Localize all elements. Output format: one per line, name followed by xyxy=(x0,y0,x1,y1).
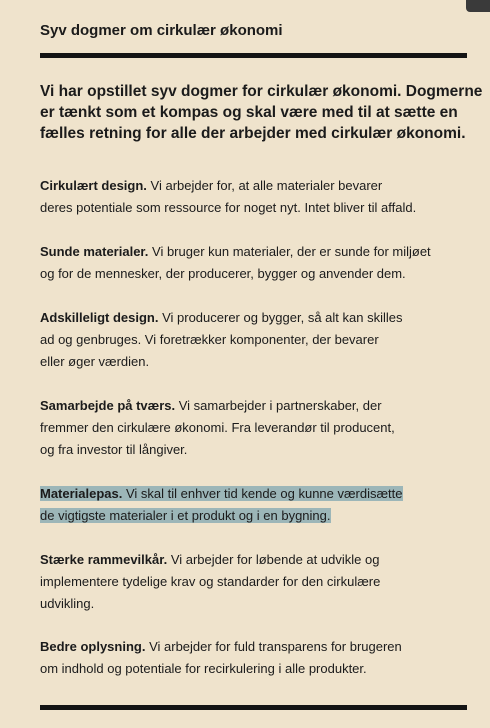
dogma-cirkulaert-design xyxy=(40,175,467,219)
dogma-text: ad og genbruges. Vi foretrækker komponenter, der bevarer xyxy=(40,332,379,347)
dogma-text: de vigtigste materialer i et produkt og i en bygning. xyxy=(40,508,331,523)
dogma-heading: Stærke rammevilkår. xyxy=(40,552,168,567)
dogma-heading: Materialepas. xyxy=(40,486,123,501)
dogma-text: Vi arbejder for, at alle materialer bevarer xyxy=(146,178,383,193)
intro-line: fælles retning for alle der arbejder med cirkulær økonomi. xyxy=(40,125,466,142)
dogma-staerke-rammevilkaar xyxy=(40,549,467,615)
selection-highlight xyxy=(40,486,403,501)
dogma-text: Vi skal til enhver tid kende og kunne værdisætte xyxy=(122,486,403,501)
article-title: Syv dogmer om cirkulær økonomi xyxy=(40,22,283,39)
dogma-text: Vi bruger kun materialer, der er sunde for miljøet xyxy=(148,244,431,259)
dogma-materialepas xyxy=(40,483,467,527)
dogma-heading: Bedre oplysning. xyxy=(40,639,146,654)
dogma-text: implementere tydelige krav og standarder for den cirkulære xyxy=(40,574,381,589)
dogma-text: Vi arbejder for løbende at udvikle og xyxy=(167,552,380,567)
window-corner-tab xyxy=(466,0,490,12)
dogma-text: udvikling. xyxy=(40,596,95,611)
dogma-text: eller øger værdien. xyxy=(40,354,150,369)
intro-line: er tænkt som et kompas og skal være med til at sætte en xyxy=(40,104,458,121)
dogma-adskilleligt-design xyxy=(40,307,467,373)
dogma-heading: Cirkulært design. xyxy=(40,178,147,193)
dogma-text: fremmer den cirkulære økonomi. Fra leverandør til producent, xyxy=(40,420,395,435)
dogma-text: Vi arbejder for fuld transparens for brugeren xyxy=(145,639,402,654)
dogma-text: og for de mennesker, der producerer, bygger og anvender dem. xyxy=(40,266,406,281)
dogma-text: Vi producerer og bygger, så alt kan skilles xyxy=(158,310,403,325)
top-divider xyxy=(40,53,467,58)
dogma-text: Vi samarbejder i partnerskaber, der xyxy=(175,398,382,413)
intro-paragraph xyxy=(40,81,483,144)
dogma-bedre-oplysning xyxy=(40,636,467,680)
intro-line: Vi har opstillet syv dogmer for cirkulær økonomi. Dogmerne xyxy=(40,83,483,100)
dogma-heading: Samarbejde på tværs. xyxy=(40,398,176,413)
dogma-text: om indhold og potentiale for recirkulering i alle produkter. xyxy=(40,661,367,676)
dogma-heading: Adskilleligt design. xyxy=(40,310,159,325)
dogma-heading: Sunde materialer. xyxy=(40,244,149,259)
dogma-sunde-materialer xyxy=(40,241,467,285)
dogma-samarbejde xyxy=(40,395,467,461)
dogma-text: deres potentiale som ressource for noget nyt. Intet bliver til affald. xyxy=(40,200,417,215)
dogma-text: og fra investor til långiver. xyxy=(40,442,188,457)
bottom-divider xyxy=(40,705,467,710)
